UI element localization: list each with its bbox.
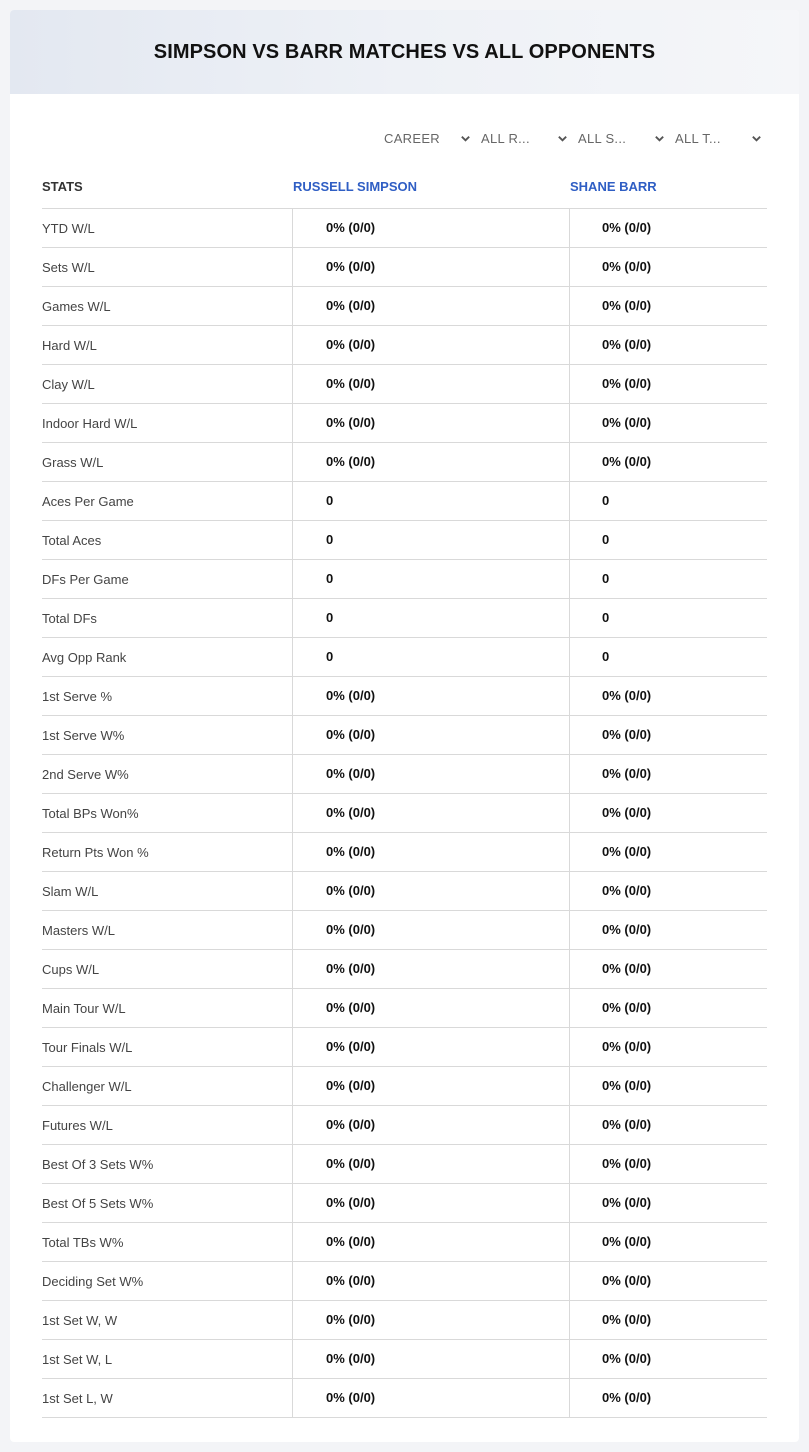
table-row bbox=[42, 404, 767, 443]
stat-label: Best Of 3 Sets W% bbox=[42, 1157, 154, 1172]
player2-value: 0% (0/0) bbox=[569, 1223, 767, 1261]
chevron-down-icon bbox=[751, 133, 762, 144]
player2-value: 0% (0/0) bbox=[569, 1301, 767, 1339]
player1-value: 0% (0/0) bbox=[292, 1145, 569, 1183]
player1-value: 0% (0/0) bbox=[292, 833, 569, 871]
stat-label: Hard W/L bbox=[42, 338, 97, 353]
table-row bbox=[42, 521, 767, 560]
table-row bbox=[42, 950, 767, 989]
stat-label: Avg Opp Rank bbox=[42, 650, 127, 665]
card-header bbox=[10, 10, 799, 94]
table-row bbox=[42, 1262, 767, 1301]
table-row bbox=[42, 989, 767, 1028]
stat-label: Total Aces bbox=[42, 533, 102, 548]
stat-label: Return Pts Won % bbox=[42, 845, 149, 860]
player1-value: 0 bbox=[292, 599, 569, 637]
player2-value: 0% (0/0) bbox=[569, 1106, 767, 1144]
player2-value: 0% (0/0) bbox=[569, 209, 767, 247]
table-row bbox=[42, 443, 767, 482]
player1-value: 0% (0/0) bbox=[292, 404, 569, 442]
stat-label: Grass W/L bbox=[42, 455, 104, 470]
table-row bbox=[42, 560, 767, 599]
stat-label: Futures W/L bbox=[42, 1118, 113, 1133]
stat-label: 2nd Serve W% bbox=[42, 767, 129, 782]
table-row bbox=[42, 1067, 767, 1106]
player2-value: 0% (0/0) bbox=[569, 989, 767, 1027]
table-row bbox=[42, 209, 767, 248]
player2-value: 0% (0/0) bbox=[569, 1184, 767, 1222]
player1-value: 0 bbox=[292, 482, 569, 520]
player2-value: 0% (0/0) bbox=[569, 755, 767, 793]
stat-label: Challenger W/L bbox=[42, 1079, 132, 1094]
player2-value: 0% (0/0) bbox=[569, 1067, 767, 1105]
stat-label: Aces Per Game bbox=[42, 494, 134, 509]
player1-value: 0% (0/0) bbox=[292, 677, 569, 715]
table-row bbox=[42, 326, 767, 365]
stat-label: 1st Set W, W bbox=[42, 1313, 118, 1328]
table-row bbox=[42, 287, 767, 326]
player2-value: 0% (0/0) bbox=[569, 443, 767, 481]
stat-label: Sets W/L bbox=[42, 260, 95, 275]
stat-label: Total BPs Won% bbox=[42, 806, 139, 821]
player2-value: 0% (0/0) bbox=[569, 1028, 767, 1066]
player2-value: 0% (0/0) bbox=[569, 365, 767, 403]
table-row bbox=[42, 599, 767, 638]
player2-value: 0% (0/0) bbox=[569, 404, 767, 442]
stats-column-header: STATS bbox=[42, 179, 83, 194]
player1-value: 0 bbox=[292, 638, 569, 676]
filter-tournament-select[interactable] bbox=[673, 127, 770, 149]
table-row bbox=[42, 1379, 767, 1418]
filter-label: ALL R... bbox=[481, 130, 530, 146]
player1-value: 0% (0/0) bbox=[292, 950, 569, 988]
player1-value: 0% (0/0) bbox=[292, 248, 569, 286]
stat-label: Total DFs bbox=[42, 611, 97, 626]
stat-label: Tour Finals W/L bbox=[42, 1040, 133, 1055]
filter-label: ALL S... bbox=[578, 130, 627, 146]
table-row bbox=[42, 716, 767, 755]
player2-value: 0% (0/0) bbox=[569, 1379, 767, 1417]
stat-label: YTD W/L bbox=[42, 221, 95, 236]
player2-value: 0 bbox=[569, 482, 767, 520]
player1-value: 0% (0/0) bbox=[292, 911, 569, 949]
table-row bbox=[42, 1106, 767, 1145]
stat-label: Indoor Hard W/L bbox=[42, 416, 138, 431]
player1-value: 0% (0/0) bbox=[292, 1340, 569, 1378]
player2-value: 0% (0/0) bbox=[569, 911, 767, 949]
player1-value: 0% (0/0) bbox=[292, 1106, 569, 1144]
table-row bbox=[42, 482, 767, 521]
stat-label: 1st Serve % bbox=[42, 689, 113, 704]
player1-value: 0% (0/0) bbox=[292, 755, 569, 793]
player1-value: 0% (0/0) bbox=[292, 716, 569, 754]
player1-value: 0% (0/0) bbox=[292, 1262, 569, 1300]
table-row bbox=[42, 872, 767, 911]
table-row bbox=[42, 755, 767, 794]
table-row bbox=[42, 1184, 767, 1223]
stat-label: Masters W/L bbox=[42, 923, 115, 938]
player1-link[interactable]: RUSSELL SIMPSON bbox=[293, 179, 418, 194]
player1-value: 0% (0/0) bbox=[292, 794, 569, 832]
stats-table bbox=[42, 208, 767, 1418]
player2-value: 0% (0/0) bbox=[569, 248, 767, 286]
stat-label: Total TBs W% bbox=[42, 1235, 124, 1250]
chevron-down-icon bbox=[654, 133, 665, 144]
table-row bbox=[42, 365, 767, 404]
table-row bbox=[42, 794, 767, 833]
player1-value: 0% (0/0) bbox=[292, 365, 569, 403]
table-row bbox=[42, 677, 767, 716]
stat-label: 1st Set W, L bbox=[42, 1352, 113, 1367]
player1-value: 0% (0/0) bbox=[292, 443, 569, 481]
stats-card bbox=[10, 10, 799, 1442]
player1-value: 0% (0/0) bbox=[292, 872, 569, 910]
chevron-down-icon bbox=[460, 133, 471, 144]
player1-value: 0% (0/0) bbox=[292, 1223, 569, 1261]
player2-link[interactable]: SHANE BARR bbox=[570, 179, 657, 194]
stat-label: Games W/L bbox=[42, 299, 111, 314]
table-row bbox=[42, 1028, 767, 1067]
filter-period-select[interactable] bbox=[382, 127, 479, 149]
player1-value: 0% (0/0) bbox=[292, 1028, 569, 1066]
player2-value: 0 bbox=[569, 638, 767, 676]
table-row bbox=[42, 1301, 767, 1340]
table-row bbox=[42, 1340, 767, 1379]
stat-label: Main Tour W/L bbox=[42, 1001, 126, 1016]
player2-value: 0% (0/0) bbox=[569, 950, 767, 988]
player1-value: 0 bbox=[292, 521, 569, 559]
table-row bbox=[42, 833, 767, 872]
table-row bbox=[42, 248, 767, 287]
stat-label: Deciding Set W% bbox=[42, 1274, 144, 1289]
stat-label: DFs Per Game bbox=[42, 572, 129, 587]
player2-value: 0% (0/0) bbox=[569, 1340, 767, 1378]
filter-bar bbox=[382, 127, 772, 149]
stat-label: Cups W/L bbox=[42, 962, 100, 977]
player2-value: 0% (0/0) bbox=[569, 833, 767, 871]
chevron-down-icon bbox=[557, 133, 568, 144]
player1-value: 0% (0/0) bbox=[292, 1184, 569, 1222]
player1-value: 0% (0/0) bbox=[292, 1301, 569, 1339]
player2-value: 0 bbox=[569, 599, 767, 637]
player2-value: 0% (0/0) bbox=[569, 794, 767, 832]
player2-value: 0% (0/0) bbox=[569, 1262, 767, 1300]
player1-value: 0% (0/0) bbox=[292, 209, 569, 247]
player1-value: 0% (0/0) bbox=[292, 1067, 569, 1105]
player1-value: 0% (0/0) bbox=[292, 326, 569, 364]
stats-table-header bbox=[42, 170, 767, 208]
table-row bbox=[42, 638, 767, 677]
player2-value: 0% (0/0) bbox=[569, 872, 767, 910]
player2-value: 0% (0/0) bbox=[569, 677, 767, 715]
player1-value: 0% (0/0) bbox=[292, 1379, 569, 1417]
player2-value: 0 bbox=[569, 521, 767, 559]
player2-value: 0% (0/0) bbox=[569, 326, 767, 364]
player1-value: 0% (0/0) bbox=[292, 287, 569, 325]
filter-surface-select[interactable] bbox=[576, 127, 673, 149]
stat-label: Clay W/L bbox=[42, 377, 95, 392]
table-row bbox=[42, 1145, 767, 1184]
table-row bbox=[42, 911, 767, 950]
filter-label: ALL T... bbox=[675, 130, 721, 146]
stat-label: Slam W/L bbox=[42, 884, 99, 899]
player2-value: 0 bbox=[569, 560, 767, 598]
player1-value: 0% (0/0) bbox=[292, 989, 569, 1027]
player2-value: 0% (0/0) bbox=[569, 287, 767, 325]
stat-label: Best Of 5 Sets W% bbox=[42, 1196, 154, 1211]
player1-value: 0 bbox=[292, 560, 569, 598]
stat-label: 1st Set L, W bbox=[42, 1391, 113, 1406]
player2-value: 0% (0/0) bbox=[569, 716, 767, 754]
player2-value: 0% (0/0) bbox=[569, 1145, 767, 1183]
table-row bbox=[42, 1223, 767, 1262]
stat-label: 1st Serve W% bbox=[42, 728, 125, 743]
filter-round-select[interactable] bbox=[479, 127, 576, 149]
filter-label: CAREER bbox=[384, 130, 440, 146]
page-title: SIMPSON VS BARR MATCHES VS ALL OPPONENTS bbox=[153, 40, 656, 63]
